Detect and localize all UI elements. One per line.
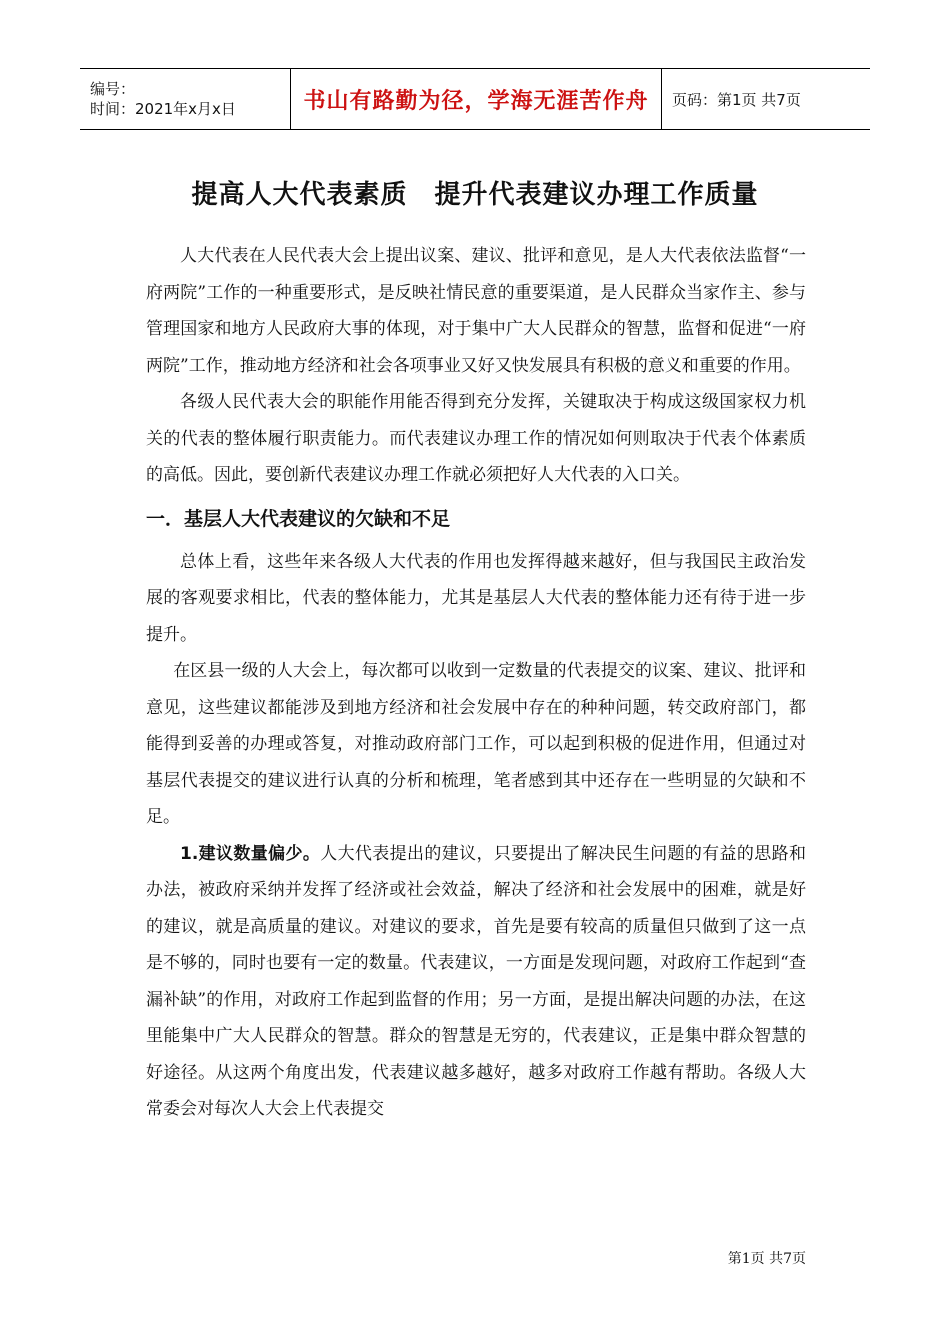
document-number-label: 编号： — [90, 80, 136, 98]
intro-paragraph-1: 人大代表在人民代表大会上提出议案、建议、批评和意见，是人大代表依法监督“一府两院”工作的一种重要形式，是反映社情民意的重要渠道，是人民群众当家作主、参与管理国家和地方人民政府大事的体现，对于集中广大人民群众的智慧，监督和促进“一府两院”工作，推动地方经济和社会各项事业又好又快发展具有积极的意义和重要的作用。 — [146, 246, 806, 376]
header-meta — [80, 69, 290, 129]
header-page-label: 页码：第1页 共7页 — [672, 90, 801, 109]
point1-paragraph — [146, 836, 806, 1128]
section-heading-1: 一．基层人大代表建议的欠缺和不足 — [146, 507, 451, 530]
document-body — [146, 238, 806, 1128]
intro-paragraph-2: 各级人民代表大会的职能作用能否得到充分发挥，关键取决于构成这级国家权力机关的代表的整体履行职责能力。而代表建议办理工作的情况如何则取决于代表个体素质的高低。因此，要创新代表建议办理工作就必须把好人大代表的入口关。 — [146, 392, 806, 485]
document-title: 提高人大代表素质 提升代表建议办理工作质量 — [191, 180, 759, 210]
document-date-label: 时间：2021年x月x日 — [90, 100, 236, 118]
header-page-indicator — [662, 69, 870, 129]
section1-paragraph-1: 总体上看，这些年来各级人大代表的作用也发挥得越来越好，但与我国民主政治发展的客观要求相比，代表的整体能力，尤其是基层人大代表的整体能力还有待于进一步提升。 — [146, 551, 806, 645]
point1-lead: 1.建议数量偏少。 — [180, 843, 321, 864]
page-header — [80, 68, 870, 130]
motto-text: 书山有路勤为径，学海无涯苦作舟 — [303, 88, 649, 114]
section1-paragraph-2: 在区县一级的人大会上，每次都可以收到一定数量的代表提交的议案、建议、批评和意见，这些建议都能涉及到地方经济和社会发展中存在的种种问题，转交政府部门，都能得到妥善的办理或答复，对推动政府部门工作，可以起到积极的促进作用，但通过对基层代表提交的建议进行认真的分析和梳理，笔者感到其中还存在一些明显的欠缺和不足。 — [146, 661, 806, 827]
footer-page-label: 第1页 共7页 — [727, 1251, 806, 1267]
header-motto — [290, 69, 662, 129]
point1-text: 人大代表提出的建议，只要提出了解决民生问题的有益的思路和办法，被政府采纳并发挥了经济或社会效益，解决了经济和社会发展中的困难，就是好的建议，就是高质量的建议。对建议的要求，首先是要有较高的质量但只做到了这一点是不够的，同时也要有一定的数量。代表建议，一方面是发现问题，对政府工作起到“查漏补缺”的作用，对政府工作起到监督的作用；另一方面，是提出解决问题的办法，在这里能集中广大人民群众的智慧。群众的智慧是无穷的，代表建议，正是集中群众智慧的好途径。从这两个角度出发，代表建议越多越好，越多对政府工作越有帮助。各级人大常委会对每次人大会上代表提交 — [146, 843, 807, 1119]
page-footer — [728, 1248, 806, 1268]
